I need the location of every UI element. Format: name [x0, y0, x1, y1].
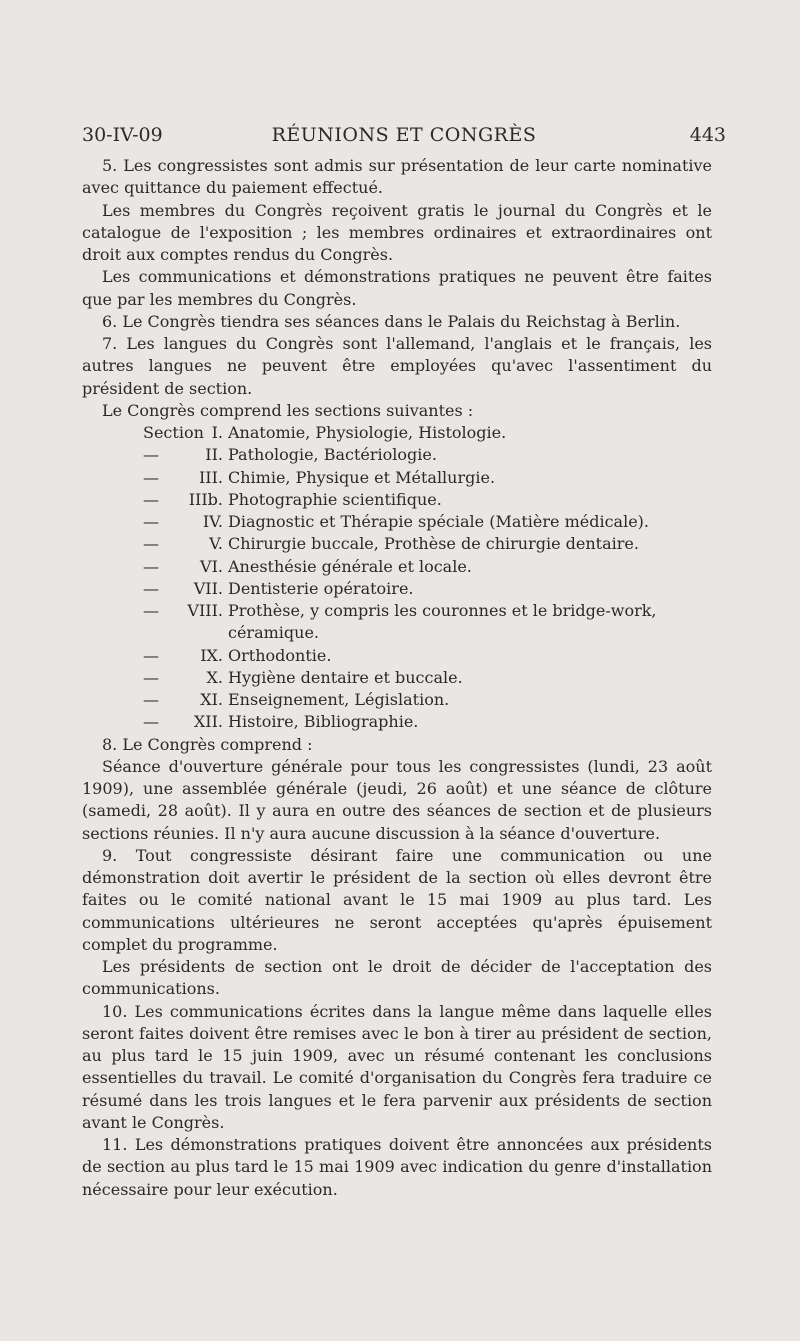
section-lead: — — [143, 712, 159, 732]
section-lead: — — [143, 667, 159, 687]
paragraph: 8. Le Congrès comprend : — [102, 734, 313, 754]
section-lead: — — [143, 690, 159, 709]
section-title: Hygiène dentaire et buccale. — [228, 667, 463, 687]
header-title: RÉUNIONS ET CONGRÈS — [271, 124, 537, 146]
section-title: Photographie scientifique. — [228, 489, 442, 509]
section-row — [82, 689, 712, 711]
section-number: V. — [209, 534, 223, 554]
section-number: IV. — [202, 512, 223, 531]
section-title: Orthodontie. — [228, 645, 332, 665]
paragraph: Séance d'ouverture générale pour tous les congressistes (lundi, 23 août 1909), une assemblée générale (jeudi, 26 août) et une séance de clôture (samedi, 28 août). Il y aura en outre des séances de section et de plusieurs sections réunies. Il n'y aura aucune discussion à la séance d'ouverture. — [82, 756, 712, 843]
paragraph: Le Congrès comprend les sections suivantes : — [102, 400, 474, 420]
paragraph: Les communications et démonstrations pratiques ne peuvent être faites que par les membres du Congrès. — [82, 267, 712, 309]
paragraph: 9. Tout congressiste désirant faire une communication ou une démonstration doit avertir le président de la section où elles devront être faites ou le comité national avant le 15 mai 1909 au plus tard. Les communications ultérieures ne seront acceptées qu'après épuisement complet du programme. — [82, 845, 712, 954]
paragraph: 10. Les communications écrites dans la langue même dans laquelle elles seront faites doivent être remises avec le bon à tirer au président de section, au plus tard le 15 juin 1909, avec un résumé contenant les conclusions essentielles du travail. Le comité d'organisation du Congrès fera traduire ce résumé dans les trois langues et le fera parvenir aux présidents de section avant le Congrès. — [82, 1001, 712, 1132]
page-number: 443 — [689, 124, 726, 146]
page-body — [82, 155, 712, 1201]
section-title: Histoire, Bibliographie. — [228, 712, 419, 732]
section-lead: — — [143, 445, 159, 465]
section-lead: — — [143, 578, 159, 598]
section-row — [82, 667, 712, 689]
section-title: Pathologie, Bactériologie. — [228, 445, 437, 465]
section-title: Anesthésie générale et locale. — [228, 556, 472, 576]
section-number: VIII. — [187, 601, 223, 620]
section-row — [82, 422, 712, 444]
section-row — [82, 467, 712, 489]
section-title: Prothèse, y compris les couronnes et le bridge-work, céramique. — [228, 601, 657, 643]
section-lead: — — [143, 467, 159, 487]
section-number: XII. — [193, 712, 223, 732]
section-title: Diagnostic et Thérapie spéciale (Matière médicale). — [228, 512, 650, 531]
section-number: VI. — [200, 556, 223, 576]
paragraph: 11. Les démonstrations pratiques doivent être annoncées aux présidents de section au plus tard le 15 mai 1909 avec indication du genre d'installation nécessaire pour leur exécution. — [82, 1135, 712, 1199]
section-row — [82, 645, 712, 667]
section-lead: — — [143, 556, 159, 576]
section-row — [82, 578, 712, 600]
section-row — [82, 489, 712, 511]
section-lead: Section — [143, 423, 204, 442]
section-lead: — — [143, 489, 159, 509]
section-row — [82, 711, 712, 733]
paragraph: Les membres du Congrès reçoivent gratis le journal du Congrès et le catalogue de l'exposition ; les membres ordinaires et extraordinaires ont droit aux comptes rendus du Congrès. — [82, 200, 712, 264]
section-number: XI. — [200, 690, 223, 709]
section-number: VII. — [193, 578, 223, 598]
section-number: III. — [198, 467, 223, 487]
section-lead: — — [143, 534, 159, 554]
section-number: IX. — [200, 645, 223, 665]
paragraph: 6. Le Congrès tiendra ses séances dans le Palais du Reichstag à Berlin. — [102, 311, 681, 331]
section-title: Chirurgie buccale, Prothèse de chirurgie dentaire. — [228, 534, 639, 554]
section-row — [82, 600, 712, 645]
section-lead: — — [143, 601, 159, 620]
section-title: Chimie, Physique et Métallurgie. — [228, 467, 496, 487]
section-row — [82, 511, 712, 533]
section-number: IIIb. — [188, 489, 223, 509]
section-row — [82, 444, 712, 466]
section-row — [82, 556, 712, 578]
paragraph: 5. Les congressistes sont admis sur présentation de leur carte nominative avec quittance du paiement effectué. — [82, 156, 712, 198]
section-row — [82, 533, 712, 555]
running-header — [82, 124, 726, 150]
section-number: X. — [206, 667, 223, 687]
paragraph: Les présidents de section ont le droit de décider de l'acceptation des communications. — [82, 957, 712, 999]
section-title: Enseignement, Législation. — [228, 690, 450, 709]
section-lead: — — [143, 512, 159, 531]
sections-list — [82, 422, 712, 734]
section-number: I. — [211, 423, 223, 442]
section-title: Anatomie, Physiologie, Histologie. — [228, 423, 507, 442]
section-number: II. — [205, 445, 223, 465]
paragraph: 7. Les langues du Congrès sont l'allemand, l'anglais et le français, les autres langues ne peuvent être employées qu'avec l'assentiment du président de section. — [82, 334, 712, 398]
section-lead: — — [143, 645, 159, 665]
header-date: 30-IV-09 — [82, 124, 163, 146]
section-title: Dentisterie opératoire. — [228, 578, 414, 598]
